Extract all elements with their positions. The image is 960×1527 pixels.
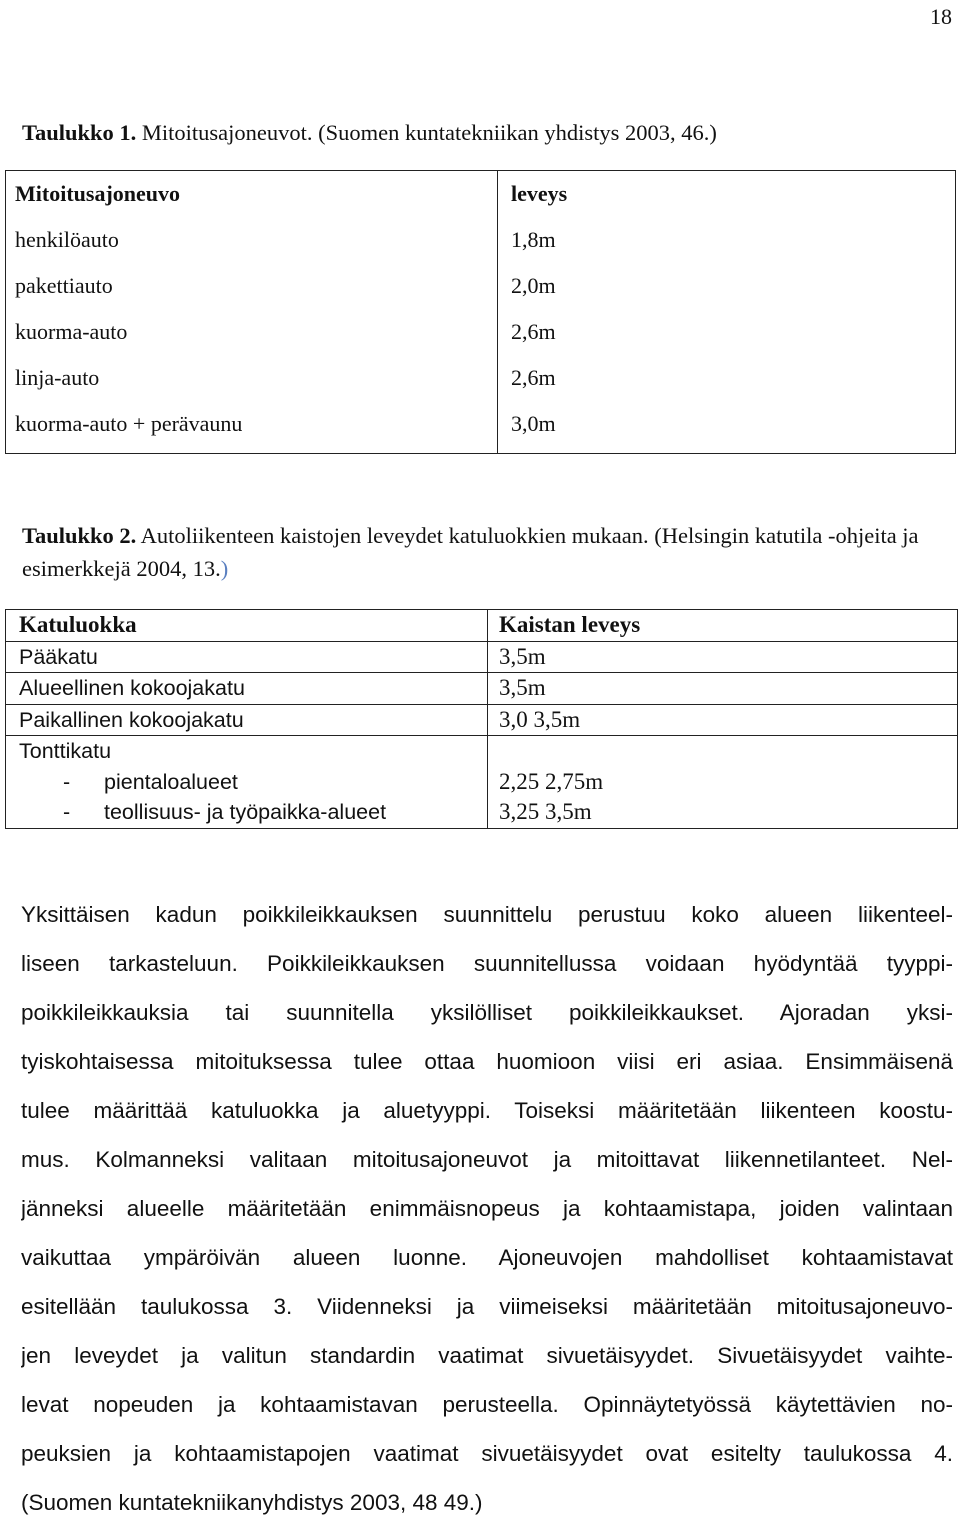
table2-header-lane-width: Kaistan leveys bbox=[499, 612, 641, 637]
list-item: - teollisuus- ja työpaikka-alueet bbox=[63, 800, 387, 824]
paragraph-line: mus. Kolmanneksi valitaan mitoitusajoneuvot ja mitoittavat liikennetilanteet. Nel- bbox=[21, 1147, 953, 1172]
table2-cell: 3,0 3,5m bbox=[499, 706, 581, 732]
table2-cell: 3,5m bbox=[499, 643, 546, 669]
table1-cell: pakettiauto bbox=[15, 273, 113, 298]
table2 bbox=[5, 609, 958, 829]
table2-cell: Paikallinen kokoojakatu bbox=[6, 704, 488, 736]
table2-caption-label: Taulukko 2. bbox=[22, 523, 137, 548]
table2-group-label: Tonttikatu bbox=[19, 739, 112, 763]
table2-cell: Alueellinen kokoojakatu bbox=[6, 673, 488, 705]
table-row bbox=[6, 641, 958, 673]
paragraph-line: tyiskohtaisessa mitoituksessa tulee ottaa huomioon viisi eri asiaa. Ensimmäisenä bbox=[21, 1049, 953, 1074]
table1-cell: henkilöauto bbox=[15, 227, 119, 252]
paragraph-line: (Suomen kuntatekniikanyhdistys 2003, 48 49.) bbox=[21, 1490, 483, 1515]
paragraph-line: liseen tarkasteluun. Poikkileikkauksen suunnitellussa voidaan hyödyntää tyyppi- bbox=[21, 951, 953, 976]
table1-header-vehicle: Mitoitusajoneuvo bbox=[15, 181, 180, 206]
table1-header-width: leveys bbox=[511, 181, 568, 206]
table1-column-vehicle bbox=[6, 171, 498, 454]
paragraph-line: levat nopeuden ja kohtaamistavan perusteella. Opinnäytetyössä käytettävien no- bbox=[21, 1392, 953, 1417]
paragraph-line: jänneksi alueelle määritetään enimmäisnopeus ja kohtaamistapa, joiden valintaan bbox=[21, 1196, 953, 1221]
paragraph-line: esitellään taulukossa 3. Viidenneksi ja viimeiseksi määritetään mitoitusajoneuvo- bbox=[21, 1294, 953, 1319]
table1-cell: 2,6m bbox=[511, 319, 556, 344]
table1-cell: kuorma-auto bbox=[15, 319, 128, 344]
table1-cell: 2,0m bbox=[511, 273, 556, 298]
list-item: - pientaloalueet bbox=[63, 769, 238, 794]
paragraph-line: peuksien ja kohtaamistapojen vaatimat sivuetäisyydet ovat esitelty taulukossa 4. bbox=[21, 1441, 953, 1466]
table-row bbox=[6, 704, 958, 736]
table1-caption-label: Taulukko 1. bbox=[22, 120, 137, 145]
table-row bbox=[6, 736, 958, 829]
table2-caption bbox=[22, 519, 942, 585]
table2-cell: 2,25 2,75m bbox=[499, 768, 604, 794]
table2-caption-text: Autoliikenteen kaistojen leveydet katuluokkien mukaan. (Helsingin katutila -ohjeita ja esimerkkejä 2004, 13. bbox=[22, 523, 919, 581]
table1-cell: linja-auto bbox=[15, 365, 100, 390]
table1-cell: 2,6m bbox=[511, 365, 556, 390]
paragraph-line: Yksittäisen kadun poikkileikkauksen suunnittelu perustuu koko alueen liikenteel- bbox=[21, 902, 953, 927]
table1 bbox=[5, 170, 956, 454]
table2-caption-paren: ) bbox=[220, 556, 229, 581]
table2-cell: 3,5m bbox=[499, 675, 546, 700]
paragraph-line: jen leveydet ja valitun standardin vaatimat sivuetäisyydet. Sivuetäisyydet vaihte- bbox=[21, 1343, 953, 1368]
table2-cell: 3,25 3,5m bbox=[499, 799, 592, 824]
paragraph-line: vaikuttaa ympäröivän alueen luonne. Ajoneuvojen mahdolliset kohtaamistavat bbox=[21, 1245, 953, 1270]
table1-caption bbox=[22, 116, 717, 149]
table1-cell: 1,8m bbox=[511, 227, 556, 252]
table-row bbox=[6, 610, 958, 642]
table1-column-width bbox=[498, 171, 956, 454]
table1-cell: 3,0m bbox=[511, 411, 556, 436]
table-row bbox=[6, 673, 958, 705]
page-number: 18 bbox=[930, 4, 952, 29]
paragraph-line: poikkileikkauksia tai suunnitella yksilölliset poikkileikkaukset. Ajoradan yksi- bbox=[21, 1000, 953, 1025]
table1-caption-text: Mitoitusajoneuvot. (Suomen kuntatekniikan yhdistys 2003, 46.) bbox=[136, 120, 717, 145]
table1-cell: kuorma-auto + perävaunu bbox=[15, 411, 243, 436]
body-paragraph bbox=[21, 890, 953, 1527]
table2-header-class: Katuluokka bbox=[19, 612, 137, 637]
paragraph-line: tulee määrittää katuluokka ja aluetyyppi. Toiseksi määritetään liikenteen koostu- bbox=[21, 1098, 953, 1123]
table2-cell: Pääkatu bbox=[6, 641, 488, 673]
